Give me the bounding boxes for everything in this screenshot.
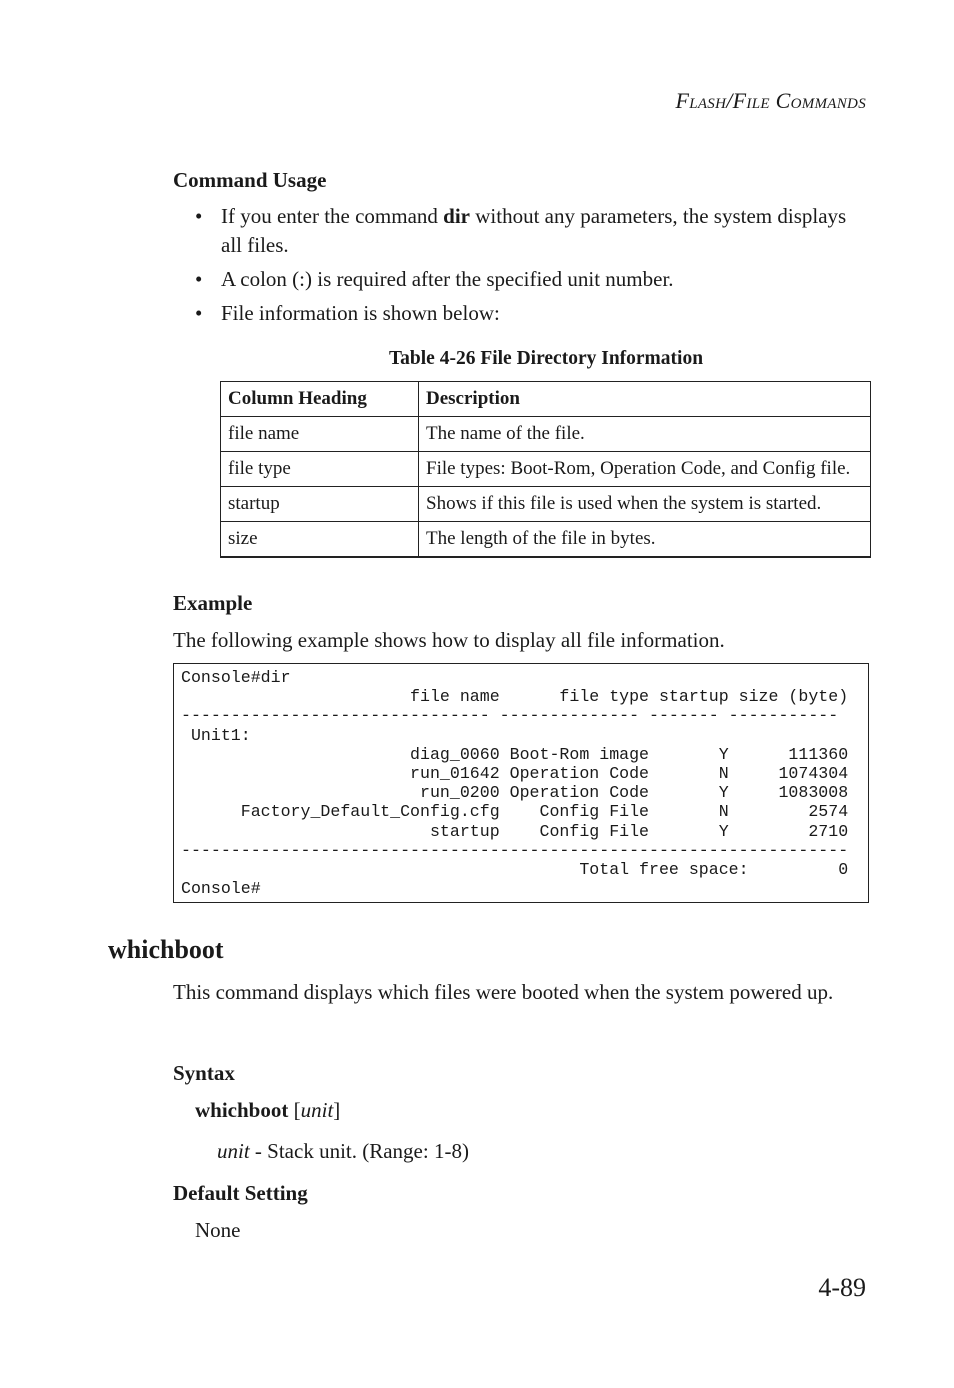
example-heading: Example (173, 591, 253, 615)
code-line: diag_0060 Boot-Rom image Y 111360 (181, 744, 849, 764)
table-cell: file name (221, 417, 419, 452)
default-setting-heading: Default Setting (173, 1181, 308, 1205)
list-item (195, 202, 855, 260)
page-number: 4-89 (818, 1273, 866, 1302)
code-line: ------------------------------- -------------- ------- ----------- (181, 706, 839, 726)
table-cell: size (221, 522, 419, 558)
table-row (221, 487, 871, 522)
table-cell: The name of the file. (419, 417, 871, 452)
table-header-row (221, 382, 871, 417)
table-row (221, 452, 871, 487)
parameter-description (217, 1137, 469, 1166)
list-item: • A colon (:) is required after the specified unit number. (195, 265, 855, 294)
command-usage-heading: Command Usage (173, 168, 327, 192)
command-usage-list (195, 202, 855, 333)
code-example-box (173, 663, 869, 903)
parameter-name: unit (217, 1139, 250, 1163)
syntax-heading: Syntax (173, 1061, 235, 1085)
table-cell: The length of the file in bytes. (419, 522, 871, 558)
default-setting-value: None (195, 1218, 241, 1242)
column-header: Description (419, 382, 871, 417)
file-directory-table (220, 381, 871, 558)
code-line: Unit1: (181, 725, 251, 745)
syntax-line (195, 1096, 340, 1125)
syntax-bracket: ] (333, 1098, 341, 1122)
syntax-command: whichboot (195, 1098, 289, 1122)
code-line: Console#dir (181, 668, 291, 687)
table-row (221, 417, 871, 452)
section-title: whichboot (108, 935, 224, 964)
syntax-parameter: unit (300, 1098, 334, 1122)
table-cell: file type (221, 452, 419, 487)
list-item: • File information is shown below: (195, 299, 855, 328)
running-header: Flash/File Commands (675, 88, 866, 113)
table-cell: Shows if this file is used when the system is started. (419, 487, 871, 522)
example-intro: The following example shows how to display all file information. (173, 628, 725, 652)
table-row (221, 522, 871, 558)
table-caption: Table 4-26 File Directory Information (388, 348, 704, 369)
command-keyword: dir (443, 204, 471, 228)
table-cell: startup (221, 487, 419, 522)
code-line: file name file type startup size (byte) (181, 687, 849, 707)
bullet-text: without any parameters, the system displays all files. (221, 204, 847, 257)
table-cell: File types: Boot-Rom, Operation Code, and Config file. (419, 452, 871, 487)
code-line: run_01642 Operation Code N 1074304 (181, 764, 849, 784)
bullet-text: If you enter the command (221, 204, 444, 228)
section-description: This command displays which files were booted when the system powered up. (173, 980, 834, 1004)
column-header: Column Heading (221, 382, 419, 417)
code-line: Console# (181, 879, 261, 899)
code-line: ------------------------------------------------------------------- (181, 840, 849, 860)
code-line: Factory_Default_Config.cfg Config File N 2574 (181, 802, 849, 822)
parameter-text: - Stack unit. (Range: 1-8) (249, 1139, 469, 1163)
code-line: Total free space: 0 (181, 860, 849, 880)
syntax-bracket: [ (288, 1098, 301, 1122)
code-line: startup Config File Y 2710 (181, 821, 849, 841)
code-line: run_0200 Operation Code Y 1083008 (181, 783, 849, 803)
